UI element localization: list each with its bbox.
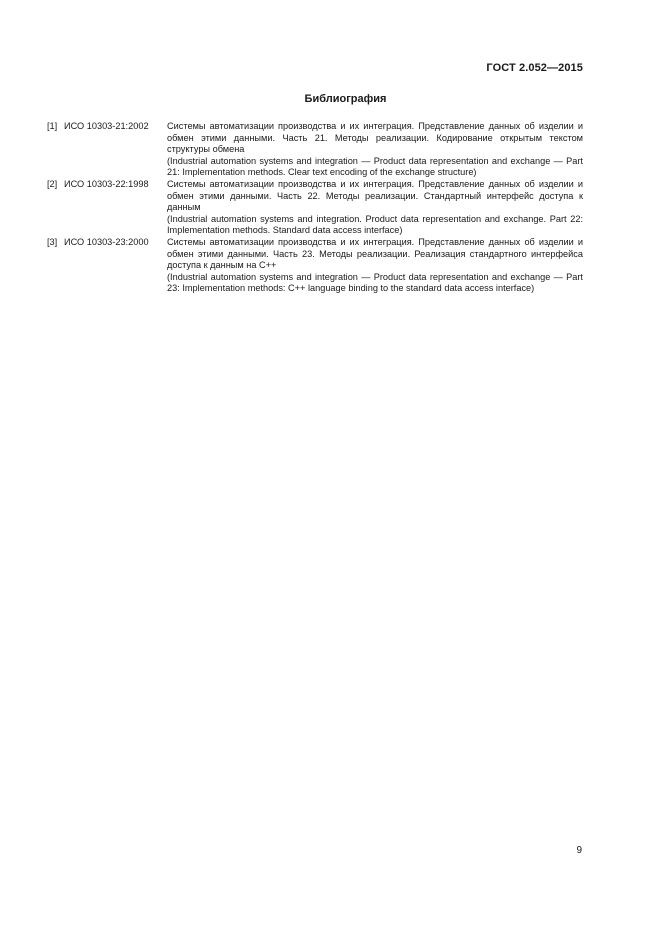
- bibliography-entry: [47, 237, 583, 295]
- entry-title-ru: Системы автоматизации производства и их интеграция. Представление данных об изделии и обмен этими данными. Часть 23. Методы реализации. Реализация стандартного интерфейса доступа к данным на C++: [167, 236, 583, 271]
- entry-body: [167, 237, 583, 295]
- bibliography-entry: [47, 179, 583, 237]
- entry-standard: ИСО 10303-22:1998: [64, 178, 149, 189]
- entry-title-ru: Системы автоматизации производства и их интеграция. Представление данных об изделии и обмен этими данными. Часть 21. Методы реализации. Кодирование открытым текстом структуры обмена: [167, 121, 583, 155]
- bibliography-entry: [47, 121, 583, 179]
- entry-title-en: (Industrial automation systems and integration. Product data representation and exchange. Part 22: Implementation methods. Standard data access interface): [167, 213, 583, 236]
- entry-title-ru: Системы автоматизации производства и их интеграция. Представление данных об изделии и обмен этими данными. Часть 22. Методы реализации. Стандартный интерфейс доступа к данным: [167, 178, 583, 213]
- document-standard-code: ГОСТ 2.052—2015: [486, 62, 583, 74]
- entry-title-en: (Industrial automation systems and integration — Product data representation and exchange — Part 23: Implementation methods: C++ language binding to the standard data access interface): [167, 271, 583, 294]
- entry-number: [3]: [47, 236, 58, 247]
- entry-title-en: (Industrial automation systems and integration — Product data representation and exchange — Part 21: Implementation methods. Clear text encoding of the exchange structure): [167, 155, 583, 178]
- bibliography-list: [47, 121, 583, 295]
- entry-number: [1]: [47, 121, 58, 131]
- entry-body: [167, 121, 583, 179]
- entry-standard: ИСО 10303-23:2000: [64, 236, 149, 247]
- bibliography-title: Библиография: [304, 93, 387, 105]
- page-number: 9: [576, 845, 582, 856]
- entry-standard: ИСО 10303-21:2002: [64, 121, 149, 131]
- entry-number: [2]: [47, 178, 58, 189]
- entry-body: [167, 179, 583, 237]
